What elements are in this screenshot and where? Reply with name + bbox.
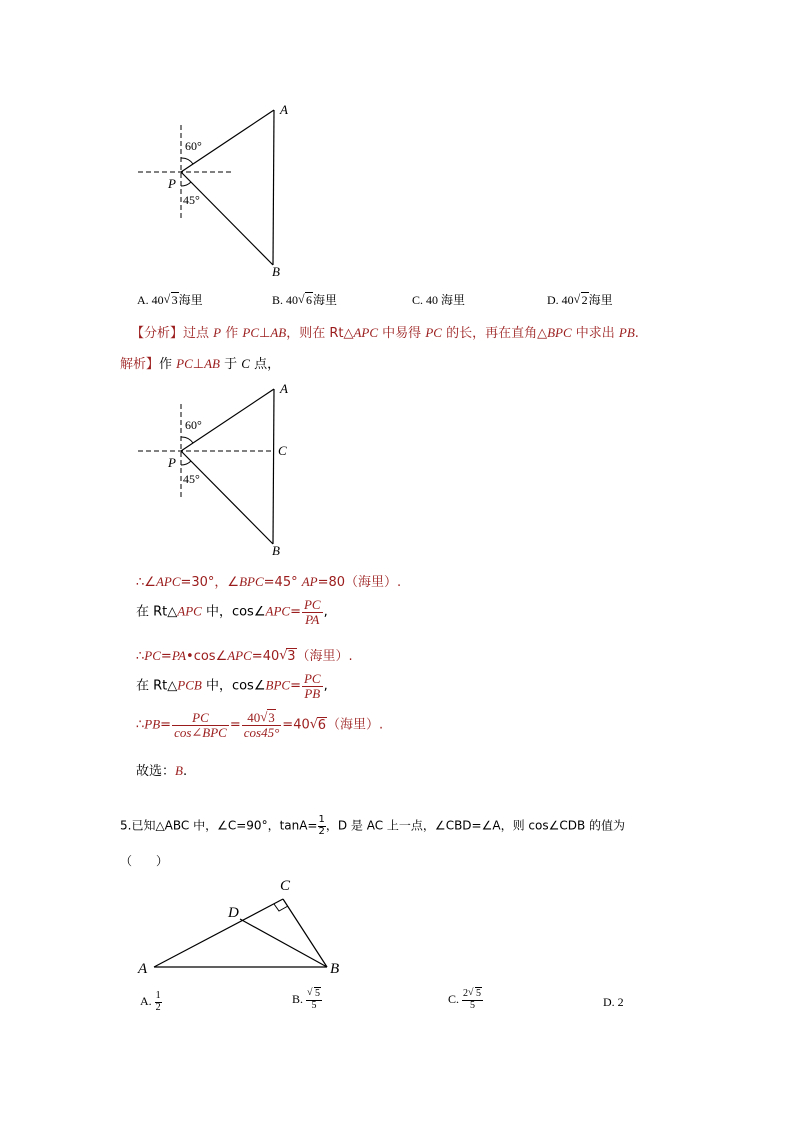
label-b: B — [330, 961, 340, 977]
q5-answer-paren: （ ） — [120, 854, 169, 868]
var: PCB — [177, 677, 202, 693]
radicand: 5 — [476, 988, 482, 999]
text: . — [634, 326, 639, 341]
analysis-line — [131, 322, 639, 341]
option-coef: 40 — [561, 293, 574, 307]
var: BPC — [547, 325, 572, 340]
var: APC — [353, 325, 379, 340]
q5-option-a[interactable] — [140, 991, 162, 1013]
figure-3-triangle — [130, 873, 360, 981]
option-label: B. — [292, 991, 304, 1006]
fraction — [318, 815, 326, 837]
text: =40 — [251, 649, 280, 664]
text: . — [182, 764, 188, 779]
solution-line-3 — [136, 645, 353, 664]
sqrt: √ 5 — [468, 987, 482, 999]
var: APC — [177, 603, 202, 619]
solution-line-4 — [136, 672, 328, 700]
text: ∴ — [136, 649, 145, 664]
var: AB — [204, 356, 220, 371]
sqrt: √ 2 — [573, 292, 588, 307]
text: ，则在 Rt△ — [286, 326, 354, 341]
text: = — [290, 678, 301, 694]
numerator: PC — [303, 597, 321, 612]
text: 中易得 — [378, 326, 426, 341]
figure-2-triangle — [130, 379, 300, 559]
text: 中求出 — [571, 326, 619, 341]
label-a: A — [280, 381, 288, 396]
text: =80（海里）. — [317, 575, 402, 590]
option-unit: 海里 — [588, 293, 613, 307]
label-60: 60° — [185, 418, 202, 432]
solution-line-5 — [136, 711, 383, 739]
fraction — [172, 711, 229, 739]
line-pb — [181, 172, 273, 265]
fraction — [306, 989, 322, 1011]
radicand: 6 — [317, 717, 327, 733]
var: P — [213, 325, 222, 340]
var: APC — [227, 648, 252, 663]
label-c: C — [278, 443, 287, 458]
q4-option-b[interactable] — [272, 291, 337, 308]
label-p: P — [168, 455, 176, 470]
text: 作 — [159, 357, 177, 372]
analysis-tag: 【分析】 — [131, 326, 184, 341]
text: （海里）. — [327, 717, 384, 733]
q4-option-a[interactable] — [137, 291, 203, 308]
var: BPC — [239, 574, 264, 589]
fraction — [155, 991, 162, 1013]
text: = — [160, 717, 172, 733]
text: 在 Rt△ — [136, 604, 178, 620]
sqrt: √ 3 — [279, 648, 296, 664]
text: 于 — [220, 357, 242, 372]
option-label: B. — [272, 293, 284, 307]
radicand: 6 — [306, 293, 313, 307]
q5-stem — [120, 815, 625, 837]
text: = — [160, 649, 172, 664]
text: =45° — [263, 575, 302, 590]
text: 作 — [221, 326, 243, 341]
label-b: B — [272, 543, 280, 558]
text: ，D 是 AC 上一点，∠CBD=∠A，则 cos∠CDB 的值为 — [325, 818, 625, 833]
radicand: 3 — [287, 649, 296, 664]
text: （海里）. — [296, 649, 353, 664]
denominator: PA — [305, 611, 320, 627]
line-ab — [273, 389, 274, 544]
label-p: P — [168, 176, 176, 191]
sqrt: √ 6 — [298, 292, 313, 307]
solution-line-1 — [136, 571, 401, 590]
angle-arc-45 — [181, 182, 191, 186]
label-c: C — [280, 878, 291, 894]
sqrt: √ 6 — [309, 716, 327, 733]
q5-option-b[interactable] — [292, 989, 322, 1011]
text: 5.已知△ABC 中，∠C=90°，tanA= — [120, 818, 318, 833]
option-label: C. — [412, 293, 424, 307]
option-coef: 40 — [286, 293, 299, 307]
label-45: 45° — [183, 193, 200, 207]
label-d: D — [228, 905, 239, 921]
q4-option-d[interactable] — [547, 291, 613, 308]
solution-line-2 — [136, 598, 328, 626]
label-a: A — [280, 102, 288, 117]
denominator: cos45° — [243, 724, 280, 740]
denominator: cos∠BPC — [174, 724, 227, 740]
var: APC — [265, 603, 291, 619]
right-angle-mark — [274, 904, 288, 911]
var: PC — [242, 325, 259, 340]
denominator: 5 — [311, 999, 317, 1011]
var: PC — [425, 325, 442, 340]
denominator: 2 — [155, 1001, 161, 1013]
fraction — [242, 711, 282, 739]
radicand: 2 — [581, 293, 588, 307]
text: ⊥ — [192, 357, 205, 372]
text: ⊥ — [259, 326, 271, 341]
numerator: 1 — [155, 990, 161, 1001]
var: BPC — [265, 677, 291, 693]
var: PB — [618, 325, 635, 340]
var: PC — [176, 356, 193, 371]
text: 中，cos∠ — [201, 678, 266, 694]
var: B — [175, 763, 183, 778]
text: =30°，∠ — [180, 575, 240, 590]
text: 点， — [249, 357, 281, 372]
denominator: 2 — [318, 825, 325, 837]
radicand: 3 — [171, 293, 178, 307]
option-text: 2 — [617, 995, 624, 1009]
var: AP — [301, 574, 318, 589]
solution-head — [120, 353, 280, 372]
coef: 2 — [463, 988, 469, 999]
var: PB — [144, 716, 161, 732]
text: = — [229, 717, 241, 733]
figure-1-triangle — [130, 100, 300, 280]
label-a: A — [138, 961, 148, 977]
sqrt: √ 3 — [163, 292, 178, 307]
text: , — [323, 678, 328, 694]
line-ab — [273, 110, 274, 265]
option-unit: 海里 — [313, 293, 338, 307]
angle-arc-45 — [181, 461, 191, 465]
label-60: 60° — [185, 139, 202, 153]
var: PA — [171, 648, 187, 663]
radicand: 3 — [268, 710, 275, 725]
sqrt: √ 3 — [260, 709, 275, 725]
numerator: PC — [303, 671, 321, 686]
sqrt: √ 5 — [307, 987, 321, 999]
coef: 40 — [247, 710, 261, 725]
var: APC — [155, 574, 181, 589]
fraction — [462, 989, 483, 1011]
var: AB — [270, 325, 287, 340]
numerator: PC — [172, 711, 229, 726]
fraction — [302, 672, 323, 700]
var: C — [241, 356, 250, 371]
q5-option-d[interactable] — [603, 995, 624, 1010]
text: =40 — [282, 717, 310, 733]
numerator: 1 — [318, 814, 325, 825]
text: = — [290, 604, 301, 620]
line-ac — [154, 899, 283, 967]
angle-arc-60 — [181, 437, 193, 443]
option-label: A. — [140, 993, 152, 1008]
label-45: 45° — [183, 472, 200, 486]
label-b: B — [272, 264, 280, 279]
text: ∴∠ — [136, 575, 156, 590]
line-cb — [283, 899, 327, 967]
text: , — [323, 604, 328, 620]
option-label: D. — [603, 995, 615, 1009]
option-text: 40 海里 — [426, 293, 466, 307]
q4-option-c[interactable] — [412, 291, 465, 308]
option-label: A. — [137, 293, 149, 307]
line-pb — [181, 451, 273, 544]
option-unit: 海里 — [178, 293, 203, 307]
text: 过点 — [183, 326, 214, 341]
q5-option-c[interactable] — [448, 989, 483, 1011]
var: PC — [144, 648, 161, 663]
option-label: D. — [547, 293, 559, 307]
radicand: 5 — [315, 988, 321, 999]
solution-tag: 解析】 — [120, 357, 160, 372]
angle-arc-60 — [181, 158, 193, 164]
option-label: C. — [448, 991, 460, 1006]
text: •cos∠ — [186, 649, 228, 664]
text: 在 Rt△ — [136, 678, 178, 694]
solution-line-6 — [136, 760, 187, 779]
fraction — [302, 598, 323, 626]
text: 中，cos∠ — [201, 604, 266, 620]
denominator: 5 — [470, 999, 476, 1011]
text: ∴ — [136, 717, 145, 733]
line-db — [240, 919, 327, 967]
text: 的长，再在直角△ — [441, 326, 548, 341]
option-coef: 40 — [151, 293, 164, 307]
text: 故选： — [136, 764, 176, 779]
denominator: PB — [304, 685, 321, 701]
